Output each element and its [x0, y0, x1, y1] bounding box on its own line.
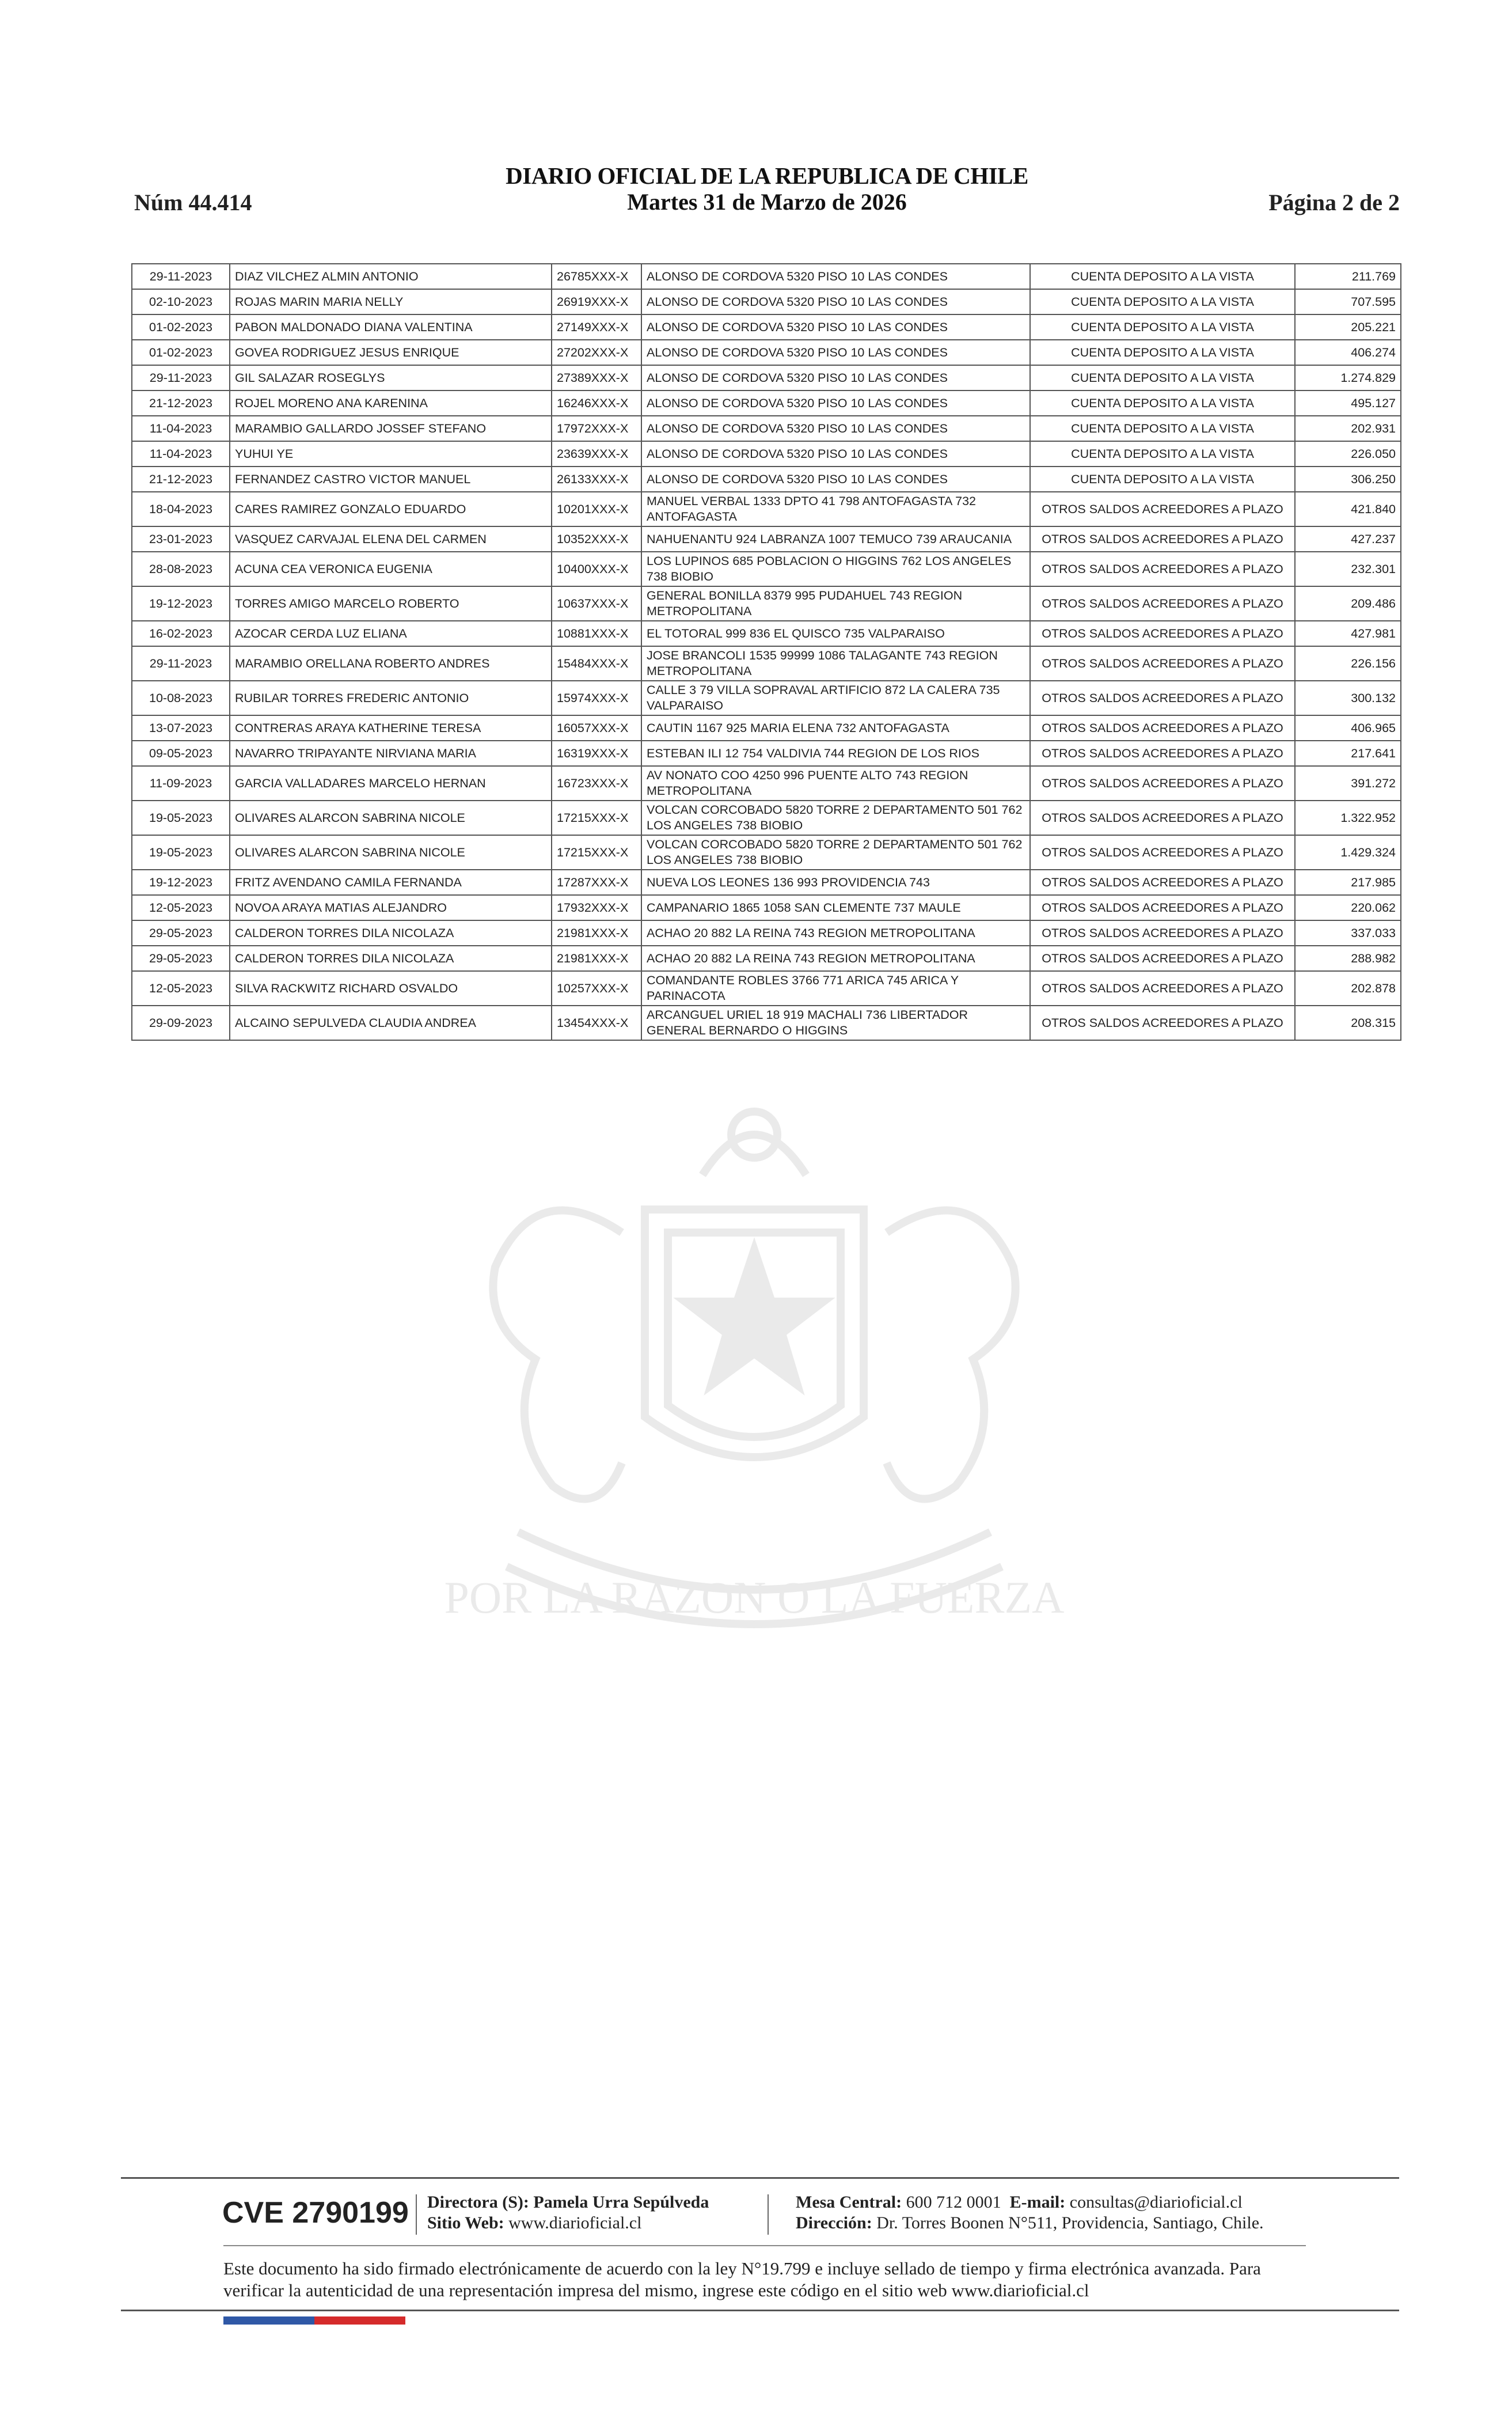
director-label: Directora (S): [427, 2193, 529, 2212]
record-name: OLIVARES ALARCON SABRINA NICOLE [230, 801, 552, 835]
record-amount: 406.274 [1295, 340, 1401, 365]
record-rut: 17972XXX-X [552, 416, 641, 441]
record-account-type: OTROS SALDOS ACREEDORES A PLAZO [1030, 971, 1295, 1006]
record-address: ALONSO DE CORDOVA 5320 PISO 10 LAS CONDES [641, 314, 1030, 340]
record-amount: 1.429.324 [1295, 835, 1401, 870]
record-rut: 26919XXX-X [552, 289, 641, 314]
record-rut: 27389XXX-X [552, 365, 641, 390]
table-row [132, 552, 1401, 586]
record-name: CALDERON TORRES DILA NICOLAZA [230, 920, 552, 946]
record-name: FRITZ AVENDANO CAMILA FERNANDA [230, 870, 552, 895]
footer-bottom-rule [121, 2310, 1399, 2311]
record-account-type: OTROS SALDOS ACREEDORES A PLAZO [1030, 870, 1295, 895]
record-name: TORRES AMIGO MARCELO ROBERTO [230, 586, 552, 621]
record-account-type: OTROS SALDOS ACREEDORES A PLAZO [1030, 835, 1295, 870]
publication-title: DIARIO OFICIAL DE LA REPUBLICA DE CHILE [506, 162, 1028, 189]
record-account-type: OTROS SALDOS ACREEDORES A PLAZO [1030, 946, 1295, 971]
record-address: EL TOTORAL 999 836 EL QUISCO 735 VALPARAISO [641, 621, 1030, 646]
cve-code: CVE 2790199 [222, 2196, 409, 2230]
record-date: 29-05-2023 [132, 946, 230, 971]
record-account-type: CUENTA DEPOSITO A LA VISTA [1030, 441, 1295, 467]
record-address: ALONSO DE CORDOVA 5320 PISO 10 LAS CONDES [641, 416, 1030, 441]
record-date: 02-10-2023 [132, 289, 230, 314]
record-date: 29-11-2023 [132, 646, 230, 681]
record-name: MARAMBIO ORELLANA ROBERTO ANDRES [230, 646, 552, 681]
record-account-type: CUENTA DEPOSITO A LA VISTA [1030, 416, 1295, 441]
record-account-type: CUENTA DEPOSITO A LA VISTA [1030, 340, 1295, 365]
record-date: 10-08-2023 [132, 681, 230, 715]
table-row [132, 895, 1401, 920]
table-row [132, 526, 1401, 552]
site-label: Sitio Web: [427, 2213, 504, 2232]
record-address: NUEVA LOS LEONES 136 993 PROVIDENCIA 743 [641, 870, 1030, 895]
record-date: 28-08-2023 [132, 552, 230, 586]
record-rut: 10881XXX-X [552, 621, 641, 646]
record-name: ROJAS MARIN MARIA NELLY [230, 289, 552, 314]
record-address: NAHUENANTU 924 LABRANZA 1007 TEMUCO 739 ARAUCANIA [641, 526, 1030, 552]
record-amount: 226.156 [1295, 646, 1401, 681]
record-date: 21-12-2023 [132, 467, 230, 492]
record-address: AV NONATO COO 4250 996 PUENTE ALTO 743 REGION METROPOLITANA [641, 766, 1030, 801]
table-row [132, 835, 1401, 870]
record-account-type: OTROS SALDOS ACREEDORES A PLAZO [1030, 766, 1295, 801]
record-date: 23-01-2023 [132, 526, 230, 552]
record-name: SILVA RACKWITZ RICHARD OSVALDO [230, 971, 552, 1006]
phone-label: Mesa Central: [796, 2193, 902, 2212]
footer-director-block [427, 2192, 709, 2234]
record-name: AZOCAR CERDA LUZ ELIANA [230, 621, 552, 646]
record-rut: 10400XXX-X [552, 552, 641, 586]
table-row [132, 870, 1401, 895]
record-address: CALLE 3 79 VILLA SOPRAVAL ARTIFICIO 872 LA CALERA 735 VALPARAISO [641, 681, 1030, 715]
record-rut: 15974XXX-X [552, 681, 641, 715]
record-account-type: OTROS SALDOS ACREEDORES A PLAZO [1030, 492, 1295, 526]
record-name: GOVEA RODRIGUEZ JESUS ENRIQUE [230, 340, 552, 365]
record-amount: 707.595 [1295, 289, 1401, 314]
coat-of-arms-watermark-icon [345, 1060, 1163, 1682]
record-date: 29-11-2023 [132, 365, 230, 390]
legal-notice: Este documento ha sido firmado electrónicamente de acuerdo con la ley N°19.799 e incluye sellado de tiempo y firma electrónica avanzada. Para verificar la autenticidad de una representación impresa del mismo, ingrese este código en el sitio web www.diarioficial.cl [223, 2258, 1261, 2300]
record-date: 12-05-2023 [132, 971, 230, 1006]
email-link[interactable]: consultas@diarioficial.cl [1069, 2193, 1243, 2212]
record-amount: 288.982 [1295, 946, 1401, 971]
table-row [132, 681, 1401, 715]
record-amount: 209.486 [1295, 586, 1401, 621]
record-name: ROJEL MORENO ANA KARENINA [230, 390, 552, 416]
site-link[interactable]: www.diarioficial.cl [508, 2213, 642, 2232]
record-amount: 337.033 [1295, 920, 1401, 946]
record-address: ALONSO DE CORDOVA 5320 PISO 10 LAS CONDES [641, 289, 1030, 314]
table-row [132, 741, 1401, 766]
table-row [132, 390, 1401, 416]
record-address: CAMPANARIO 1865 1058 SAN CLEMENTE 737 MAULE [641, 895, 1030, 920]
record-rut: 21981XXX-X [552, 946, 641, 971]
record-date: 11-09-2023 [132, 766, 230, 801]
record-rut: 16319XXX-X [552, 741, 641, 766]
record-address: JOSE BRANCOLI 1535 99999 1086 TALAGANTE 743 REGION METROPOLITANA [641, 646, 1030, 681]
flag-bar-blue [223, 2316, 314, 2325]
record-amount: 391.272 [1295, 766, 1401, 801]
record-name: RUBILAR TORRES FREDERIC ANTONIO [230, 681, 552, 715]
record-account-type: OTROS SALDOS ACREEDORES A PLAZO [1030, 681, 1295, 715]
record-name: OLIVARES ALARCON SABRINA NICOLE [230, 835, 552, 870]
record-amount: 427.237 [1295, 526, 1401, 552]
record-date: 21-12-2023 [132, 390, 230, 416]
record-date: 19-05-2023 [132, 801, 230, 835]
table-row [132, 920, 1401, 946]
footer-top-rule [121, 2177, 1399, 2179]
record-name: MARAMBIO GALLARDO JOSSEF STEFANO [230, 416, 552, 441]
record-date: 11-04-2023 [132, 416, 230, 441]
record-date: 19-12-2023 [132, 870, 230, 895]
record-account-type: OTROS SALDOS ACREEDORES A PLAZO [1030, 586, 1295, 621]
record-amount: 205.221 [1295, 314, 1401, 340]
record-date: 18-04-2023 [132, 492, 230, 526]
table-row [132, 971, 1401, 1006]
page-indicator: Página 2 de 2 [1268, 189, 1400, 215]
record-address: CAUTIN 1167 925 MARIA ELENA 732 ANTOFAGASTA [641, 715, 1030, 741]
table-row [132, 289, 1401, 314]
record-amount: 202.878 [1295, 971, 1401, 1006]
record-name: CARES RAMIREZ GONZALO EDUARDO [230, 492, 552, 526]
record-account-type: OTROS SALDOS ACREEDORES A PLAZO [1030, 526, 1295, 552]
address-value: Dr. Torres Boonen N°511, Providencia, Santiago, Chile. [876, 2213, 1264, 2232]
record-amount: 306.250 [1295, 467, 1401, 492]
record-account-type: OTROS SALDOS ACREEDORES A PLAZO [1030, 552, 1295, 586]
record-date: 19-12-2023 [132, 586, 230, 621]
record-address: GENERAL BONILLA 8379 995 PUDAHUEL 743 REGION METROPOLITANA [641, 586, 1030, 621]
watermark-motto: POR LA RAZON O LA FUERZA [444, 1572, 1065, 1622]
record-address: ALONSO DE CORDOVA 5320 PISO 10 LAS CONDES [641, 390, 1030, 416]
record-amount: 427.981 [1295, 621, 1401, 646]
record-address: ALONSO DE CORDOVA 5320 PISO 10 LAS CONDES [641, 365, 1030, 390]
record-name: PABON MALDONADO DIANA VALENTINA [230, 314, 552, 340]
record-rut: 10257XXX-X [552, 971, 641, 1006]
record-rut: 10637XXX-X [552, 586, 641, 621]
footer-inner-rule [223, 2245, 1306, 2246]
record-name: ACUNA CEA VERONICA EUGENIA [230, 552, 552, 586]
table-row [132, 264, 1401, 289]
record-date: 13-07-2023 [132, 715, 230, 741]
table-row [132, 467, 1401, 492]
record-name: ALCAINO SEPULVEDA CLAUDIA ANDREA [230, 1006, 552, 1040]
record-name: GARCIA VALLADARES MARCELO HERNAN [230, 766, 552, 801]
page-header [131, 162, 1403, 220]
footer-contact-block [796, 2192, 1264, 2234]
record-rut: 26133XXX-X [552, 467, 641, 492]
issue-date: Martes 31 de Marzo de 2026 [627, 189, 907, 215]
record-name: CONTRERAS ARAYA KATHERINE TERESA [230, 715, 552, 741]
record-address: ACHAO 20 882 LA REINA 743 REGION METROPOLITANA [641, 920, 1030, 946]
record-rut: 17215XXX-X [552, 835, 641, 870]
email-label: E-mail: [1009, 2193, 1066, 2212]
table-row [132, 646, 1401, 681]
record-account-type: CUENTA DEPOSITO A LA VISTA [1030, 264, 1295, 289]
record-address: ALONSO DE CORDOVA 5320 PISO 10 LAS CONDES [641, 264, 1030, 289]
record-name: NAVARRO TRIPAYANTE NIRVIANA MARIA [230, 741, 552, 766]
record-date: 11-04-2023 [132, 441, 230, 467]
record-date: 12-05-2023 [132, 895, 230, 920]
table-row [132, 492, 1401, 526]
record-amount: 421.840 [1295, 492, 1401, 526]
record-amount: 300.132 [1295, 681, 1401, 715]
record-date: 16-02-2023 [132, 621, 230, 646]
record-address: ACHAO 20 882 LA REINA 743 REGION METROPOLITANA [641, 946, 1030, 971]
record-amount: 211.769 [1295, 264, 1401, 289]
record-account-type: OTROS SALDOS ACREEDORES A PLAZO [1030, 741, 1295, 766]
table-row [132, 365, 1401, 390]
table-row [132, 801, 1401, 835]
record-address: ALONSO DE CORDOVA 5320 PISO 10 LAS CONDES [641, 467, 1030, 492]
footer-divider [768, 2194, 769, 2235]
footer-divider [416, 2194, 417, 2235]
record-address: VOLCAN CORCOBADO 5820 TORRE 2 DEPARTAMENTO 501 762 LOS ANGELES 738 BIOBIO [641, 835, 1030, 870]
record-address: COMANDANTE ROBLES 3766 771 ARICA 745 ARICA Y PARINACOTA [641, 971, 1030, 1006]
record-name: GIL SALAZAR ROSEGLYS [230, 365, 552, 390]
record-account-type: OTROS SALDOS ACREEDORES A PLAZO [1030, 646, 1295, 681]
record-rut: 16246XXX-X [552, 390, 641, 416]
record-rut: 16723XXX-X [552, 766, 641, 801]
records-table [131, 263, 1401, 1041]
record-amount: 495.127 [1295, 390, 1401, 416]
record-name: YUHUI YE [230, 441, 552, 467]
table-row [132, 766, 1401, 801]
record-amount: 220.062 [1295, 895, 1401, 920]
flag-bar-red [314, 2316, 405, 2325]
table-row [132, 340, 1401, 365]
record-amount: 217.641 [1295, 741, 1401, 766]
record-rut: 16057XXX-X [552, 715, 641, 741]
record-name: VASQUEZ CARVAJAL ELENA DEL CARMEN [230, 526, 552, 552]
record-account-type: CUENTA DEPOSITO A LA VISTA [1030, 365, 1295, 390]
record-account-type: OTROS SALDOS ACREEDORES A PLAZO [1030, 895, 1295, 920]
record-amount: 208.315 [1295, 1006, 1401, 1040]
record-rut: 17215XXX-X [552, 801, 641, 835]
record-account-type: OTROS SALDOS ACREEDORES A PLAZO [1030, 920, 1295, 946]
record-date: 19-05-2023 [132, 835, 230, 870]
record-address: ALONSO DE CORDOVA 5320 PISO 10 LAS CONDES [641, 441, 1030, 467]
record-address: MANUEL VERBAL 1333 DPTO 41 798 ANTOFAGASTA 732 ANTOFAGASTA [641, 492, 1030, 526]
address-label: Dirección: [796, 2213, 872, 2232]
record-account-type: OTROS SALDOS ACREEDORES A PLAZO [1030, 801, 1295, 835]
record-amount: 1.274.829 [1295, 365, 1401, 390]
table-row [132, 621, 1401, 646]
table-row [132, 586, 1401, 621]
record-account-type: CUENTA DEPOSITO A LA VISTA [1030, 314, 1295, 340]
record-address: LOS LUPINOS 685 POBLACION O HIGGINS 762 LOS ANGELES 738 BIOBIO [641, 552, 1030, 586]
table-row [132, 416, 1401, 441]
masthead [131, 162, 1403, 215]
record-amount: 202.931 [1295, 416, 1401, 441]
table-row [132, 1006, 1401, 1040]
record-date: 29-09-2023 [132, 1006, 230, 1040]
record-name: DIAZ VILCHEZ ALMIN ANTONIO [230, 264, 552, 289]
record-date: 01-02-2023 [132, 314, 230, 340]
table-row [132, 441, 1401, 467]
record-rut: 10352XXX-X [552, 526, 641, 552]
record-rut: 21981XXX-X [552, 920, 641, 946]
record-name: FERNANDEZ CASTRO VICTOR MANUEL [230, 467, 552, 492]
phone-value: 600 712 0001 [906, 2193, 1001, 2212]
record-amount: 406.965 [1295, 715, 1401, 741]
table-row [132, 715, 1401, 741]
record-account-type: OTROS SALDOS ACREEDORES A PLAZO [1030, 715, 1295, 741]
record-date: 01-02-2023 [132, 340, 230, 365]
director-name: Pamela Urra Sepúlveda [533, 2193, 709, 2212]
record-rut: 17287XXX-X [552, 870, 641, 895]
table-row [132, 946, 1401, 971]
record-address: ESTEBAN ILI 12 754 VALDIVIA 744 REGION DE LOS RIOS [641, 741, 1030, 766]
record-rut: 27202XXX-X [552, 340, 641, 365]
record-name: NOVOA ARAYA MATIAS ALEJANDRO [230, 895, 552, 920]
record-date: 29-11-2023 [132, 264, 230, 289]
record-account-type: OTROS SALDOS ACREEDORES A PLAZO [1030, 1006, 1295, 1040]
record-rut: 15484XXX-X [552, 646, 641, 681]
record-amount: 1.322.952 [1295, 801, 1401, 835]
record-amount: 226.050 [1295, 441, 1401, 467]
record-account-type: CUENTA DEPOSITO A LA VISTA [1030, 467, 1295, 492]
records-table-body [132, 264, 1401, 1040]
record-name: CALDERON TORRES DILA NICOLAZA [230, 946, 552, 971]
issue-number: Núm 44.414 [134, 189, 252, 215]
record-date: 09-05-2023 [132, 741, 230, 766]
record-address: VOLCAN CORCOBADO 5820 TORRE 2 DEPARTAMENTO 501 762 LOS ANGELES 738 BIOBIO [641, 801, 1030, 835]
record-amount: 217.985 [1295, 870, 1401, 895]
record-account-type: OTROS SALDOS ACREEDORES A PLAZO [1030, 621, 1295, 646]
table-row [132, 314, 1401, 340]
record-rut: 13454XXX-X [552, 1006, 641, 1040]
record-address: ARCANGUEL URIEL 18 919 MACHALI 736 LIBERTADOR GENERAL BERNARDO O HIGGINS [641, 1006, 1030, 1040]
record-rut: 10201XXX-X [552, 492, 641, 526]
record-address: ALONSO DE CORDOVA 5320 PISO 10 LAS CONDES [641, 340, 1030, 365]
record-account-type: CUENTA DEPOSITO A LA VISTA [1030, 390, 1295, 416]
record-rut: 26785XXX-X [552, 264, 641, 289]
record-rut: 23639XXX-X [552, 441, 641, 467]
record-account-type: CUENTA DEPOSITO A LA VISTA [1030, 289, 1295, 314]
record-rut: 17932XXX-X [552, 895, 641, 920]
record-amount: 232.301 [1295, 552, 1401, 586]
record-date: 29-05-2023 [132, 920, 230, 946]
record-rut: 27149XXX-X [552, 314, 641, 340]
